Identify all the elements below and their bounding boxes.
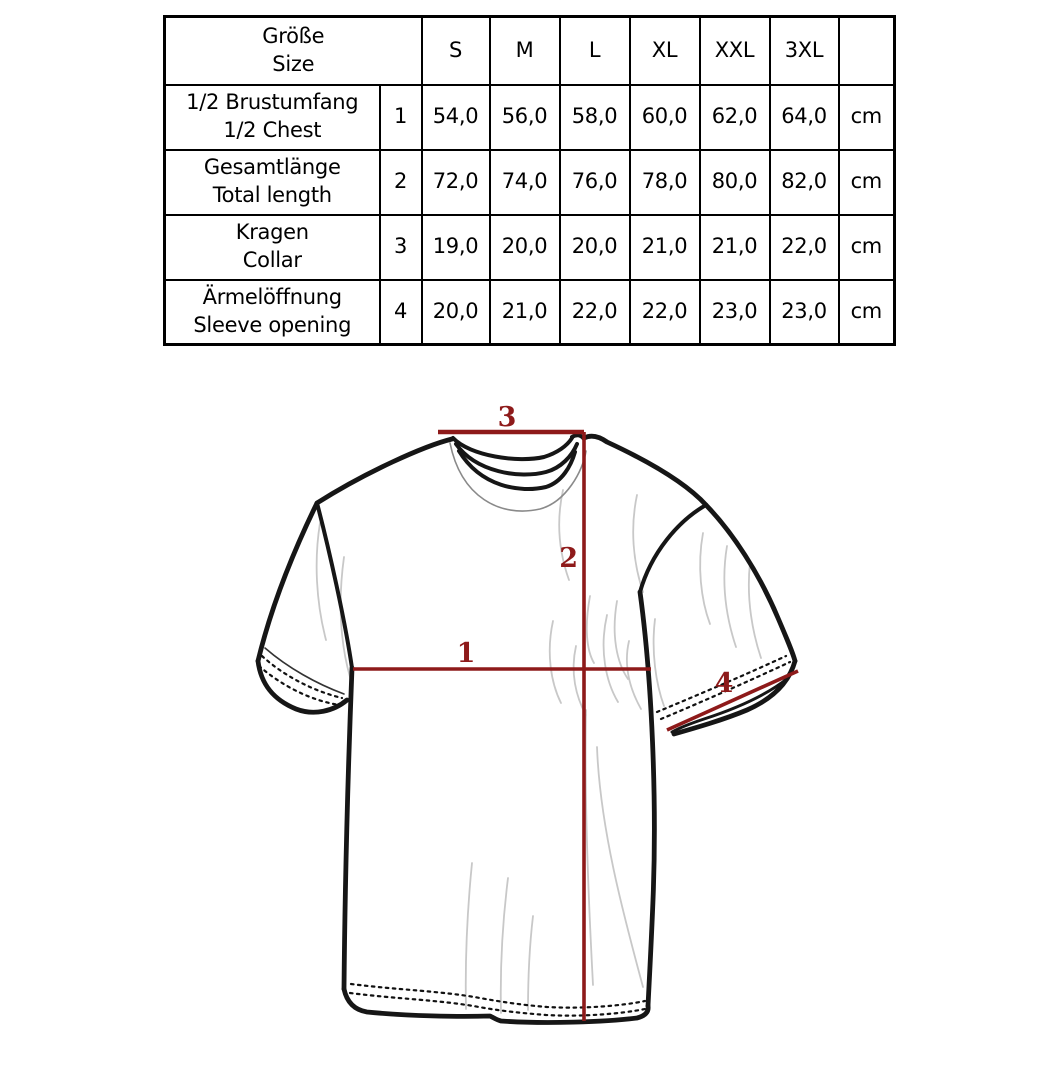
row-label-en: Collar — [242, 248, 302, 272]
value-cell: 54,0 — [422, 85, 490, 150]
value-cell: 80,0 — [700, 150, 770, 215]
header-size-3xl: 3XL — [770, 17, 839, 85]
value-cell: 22,0 — [560, 280, 630, 345]
value-cell: 20,0 — [560, 215, 630, 280]
value-cell: 23,0 — [770, 280, 839, 345]
row-label-de: Gesamtlänge — [203, 155, 341, 180]
value-cell: 22,0 — [770, 215, 839, 280]
value-cell: 82,0 — [770, 150, 839, 215]
unit-cell: cm — [839, 85, 895, 150]
row-ref-number: 1 — [380, 85, 422, 150]
measure-label-4: 4 — [714, 668, 734, 699]
tshirt-outline — [258, 435, 795, 1022]
row-label-en: Total length — [212, 183, 332, 207]
value-cell: 72,0 — [422, 150, 490, 215]
right-armhole-seam — [640, 505, 706, 592]
left-armhole-seam — [317, 503, 352, 668]
value-cell: 64,0 — [770, 85, 839, 150]
header-size-xxl: XXL — [700, 17, 770, 85]
value-cell: 21,0 — [490, 280, 560, 345]
unit-cell: cm — [839, 150, 895, 215]
value-cell: 19,0 — [422, 215, 490, 280]
header-size-xl: XL — [630, 17, 700, 85]
right-sleeve-outer-edge — [706, 505, 795, 661]
value-cell: 60,0 — [630, 85, 700, 150]
unit-cell: cm — [839, 280, 895, 345]
left-body-edge — [344, 668, 352, 989]
value-cell: 23,0 — [700, 280, 770, 345]
left-shoulder-line — [317, 439, 452, 503]
measure-label-3: 3 — [497, 402, 517, 433]
value-cell: 22,0 — [630, 280, 700, 345]
left-cuff-band-line — [265, 648, 344, 694]
row-label-en: Sleeve opening — [193, 312, 352, 337]
header-title-en: Size — [272, 51, 315, 76]
row-label-de: 1/2 Brustumfang — [186, 90, 359, 115]
row-ref-number: 4 — [380, 280, 422, 345]
value-cell: 21,0 — [630, 215, 700, 280]
value-cell: 20,0 — [422, 280, 490, 345]
header-size-l: L — [560, 17, 630, 85]
value-cell: 78,0 — [630, 150, 700, 215]
collar-rib-line-3 — [459, 451, 575, 489]
row-label-de: Kragen — [235, 220, 309, 245]
value-cell: 56,0 — [490, 85, 560, 150]
measure-label-2: 2 — [559, 543, 578, 574]
value-cell: 76,0 — [560, 150, 630, 215]
value-cell: 21,0 — [700, 215, 770, 280]
row-ref-number: 2 — [380, 150, 422, 215]
right-body-edge — [640, 592, 654, 1006]
measure-label-1: 1 — [456, 638, 476, 669]
value-cell: 58,0 — [560, 85, 630, 150]
value-cell: 74,0 — [490, 150, 560, 215]
collar-back-drape-line — [450, 443, 586, 511]
unit-cell: cm — [839, 215, 895, 280]
measurement-lines — [353, 402, 798, 1021]
left-sleeve-outer-edge — [258, 503, 317, 661]
header-title-de: Größe — [262, 24, 325, 49]
right-shoulder-line — [584, 436, 706, 505]
value-cell: 62,0 — [700, 85, 770, 150]
header-size-s: S — [422, 17, 490, 85]
row-ref-number: 3 — [380, 215, 422, 280]
row-label-de: Ärmelöffnung — [202, 285, 342, 310]
collar-rib-line-1 — [453, 438, 572, 459]
value-cell: 20,0 — [490, 215, 560, 280]
hem-stitch-1 — [351, 984, 645, 1008]
row-label-en: 1/2 Chest — [223, 118, 322, 142]
wrinkle-lines — [317, 490, 761, 1013]
header-size-m: M — [490, 17, 560, 85]
